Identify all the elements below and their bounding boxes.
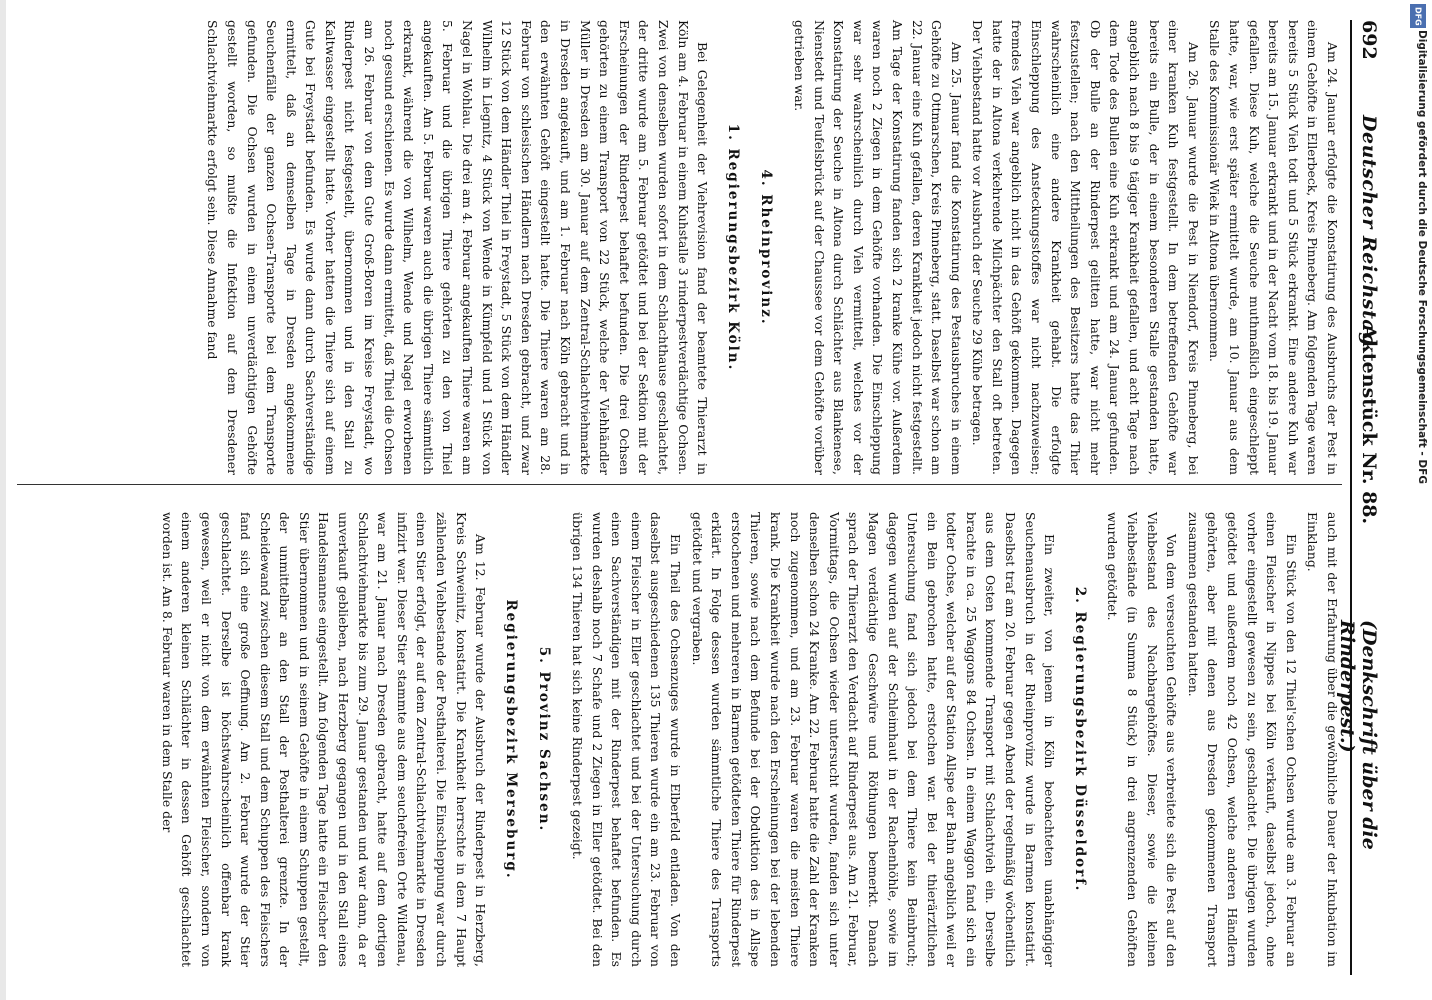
dfg-logo-icon: DFG	[1410, 4, 1426, 28]
paragraph: Ein Stück von den 12 Thiel'schen Ochsen wurde am 3. Februar an einen Fleischer in Nippes bei Köln verkauft, daselbst jedoch, ohne vorher eingestellt gewesen zu sein, geschlachtet. Die übrigen wurden getödtet und außerdem noch 42 Ochsen, welche anderen Händlern gehörten, aber mit denen aus Dresden gekommenen Transport zusammen gestanden hatten.	[1185, 512, 1299, 967]
paragraph: Am 12. Februar wurde der Ausbruch der Rinderpest in Herzberg, Kreis Schweinitz, konstatirt. Die Krankheit herrschte in dem 7 Haupt zählenden Viehbestande der Posthalterei. Die Einschleppung war durch einen Stier erfolgt, der auf dem Zentral-Schlachtviehmarkte in Dresden infizirt war. Dieser Stier stammte aus dem seuchefreien Orte Wildenau, war am 21. Januar nach Dresden gebracht, hatte auf dem dortigen Schlachtviehmarkte bis zum 29. Januar gestanden und war dann, da er unverkauft geblieben, nach Herzberg gegangen und in den Stall eines Handelsmannes eingestellt. Am folgenden Tage hatte ein Fleischer den Stier übernommen und in seinem Gehöfte in einem Schuppen gestellt, der unmittelbar an den Stall der Posthalterei grenzte. In der Scheidewand zwischen diesem Stall und dem Schuppen des Fleischers fand sich eine große Oeffnung. Am 2. Februar wurde der Stier geschlachtet. Derselbe ist höchstwahrscheinlich offenbar krank gewesen, weil er nicht von dem erwähnten Fleischer, sondern von einem anderen kleinen Schlächter in dessen Gehöft geschlachtet worden ist. Am 8. Februar waren in dem Stalle der	[159, 512, 489, 967]
paragraph: Am 26. Januar wurde die Pest in Niendorf, Kreis Pinneberg, bei einer kranken Kuh festgestellt. In dem betreffenden Gehöfte war bereits ein Bulle, der in einem besonderen Stalle gestanden hatte, angeblich nach 8 bis 9 tägiger Krankheit gefallen, und acht Tage nach dem Tode des Bullen eine Kuh erkrankt und am 24. Januar gefunden. Ob der Bulle an der Rinderpest gelitten hatte, war nicht mehr festzustellen; nach den Mittheilungen des Besitzers hatte das Thier wahrscheinlich eine andere Krankheit gehabt. Die erfolgte Einschleppung des Ansteckungsstoffes war nicht nachzuweisen; fremdes Vieh war angeblich nicht in das Gehöft gekommen. Dagegen hatte der in Altona verkehrende Milchpächter den Stall oft betreten. Der Viehbestand hatte vor Ausbruch der Seuche 29 Kühe betragen.	[970, 20, 1201, 475]
section-heading: 5. Provinz Sachsen.	[536, 646, 553, 833]
paragraph: auch mit der Erfahrung über die gewöhnliche Dauer der Inkubation im Einklang.	[1305, 512, 1340, 967]
sub-heading: 2. Regierungsbezirk Düsseldorf.	[1071, 586, 1088, 893]
paragraph: Ein Theil des Ochsenzuges wurde in Elberfeld entladen. Von den daselbst ausgeschiedenen 135 Thieren wurde ein am 23. Februar von einem Fleischer in Eller geschlachtet und bei der Untersuchung durch einen Sachverständigen mit der Rinderpest behaftet befunden. Es wurden deshalb noch 7 Schafe und 2 Ziegen in Eller getödtet. Bei den übrigen 134 Thieren hat sich keine Rinderpest gezeigt.	[570, 512, 683, 967]
digitization-credit	[1406, 30, 1428, 990]
section-heading: 4. Rheinprovinz.	[758, 169, 775, 326]
left-column	[201, 20, 1342, 475]
document-title: (Denkschrift über die Rinderpest.)	[1336, 620, 1380, 850]
page-header	[1336, 20, 1382, 975]
paragraph: Ein zweiter, von jenem in Köln beobachteten unabhängiger Seuchenausbruch in der Rheinprovinz wurde in Barmen konstatirt. Daselbst traf am 20. Februar gegen Abend der regelmäßig wöchentlich aus dem Osten kommende Transport mit Schlachtvieh ein. Derselbe brachte in ca. 25 Waggons 84 Ochsen. In einem Waggon fand sich ein todter Ochse, welcher auf der Station Allspe der Bahn angeblich weil er ein Bein gebrochen hatte, erstochen war. Bei der thierärztlichen Untersuchung fand sich jedoch bei dem Thiere kein Beinbruch; dagegen wurden auf der Schleimhaut in der Rachenhöhle, sowie im Magen verdächtige Geschwüre und Röthungen bemerkt. Danach sprach der Thierarzt den Verdacht auf Rinderpest aus. Am 21. Februar, Vormittags, die Ochsen wieder untersucht wurden, fanden sich unter denselben schon 24 Kranke. Am 22. Februar hatte die Zahl der Kranken noch zugenommen, und am 23. Februar waren die meisten Thiere krank. Die Krankheit wurde nach den Erscheinungen bei der lebenden Thieren, sowie nach dem Befunde bei der Obduktion des in Allspe erstochenen und mehreren in Barmen getödteten Thiere für Rinderpest erklärt. In Folge dessen wurden sämmtliche Thiere des Transports getödtet und vergraben.	[689, 512, 1058, 967]
sub-heading: 1. Regierungsbezirk Köln.	[724, 123, 741, 372]
right-column	[155, 512, 1342, 967]
publication-title: Deutscher Reichstag.	[1358, 115, 1380, 354]
document-number: Aktenstück Nr. 88.	[1358, 325, 1380, 525]
paragraph: Am 25. Januar fand die Konstatirung des Pestausbruches in einem Gehöfte zu Ottmarschen, Kreis Pinneberg, statt. Daselbst war schon am 22. Januar eine Kuh gefallen, deren Krankheit jedoch nicht festgestellt. Am Tage der Konstatirung fanden sich 2 kranke Kühe vor. Außerdem waren noch 2 Ziegen in dem Gehöfte vorhanden. Die Einschleppung war sehr wahrscheinlich durch Vieh vermittelt, welches vor der Konstatirung der Seuche in Altona durch Schlächter aus Blankenese, Nienstedt und Teufelsbrück auf der Chaussee vor dem Gehöfte vorüber getrieben war.	[791, 20, 964, 475]
paragraph: Bei Gelegenheit der Viehrevision fand der beamtete Thierarzt in Köln am 4. Februar in einem Kuhstalle 3 rinderpestverdächtige Ochsen. Zwei von denselben wurden sofort in dem Schlachthause geschlachtet, der dritte wurde am 5. Februar getödtet und bei der Sektion mit der Erscheinungen der Rinderpest behaftet befunden. Die drei Ochsen gehörten zu einem Transport von 22 Stück, welche der Viehhändler Müller in Dresden am 30. Januar auf dem Zentral-Schlachtviehmarkte in Dresden angekauft, und am 1. Februar nach Köln gebracht und in den erwähnten Gehöft eingestellt hatte. Die Thiere waren am 28. Februar von schlesischen Händlern nach Dresden gebracht, und zwar 12 Stück von dem Händler Thiel in Freystadt, 5 Stück von dem Händler Wilhelm in Liegnitz, 4 Stück von Wende in Kümpfeld und 1 Stück von Nagel in Wohlau. Die drei am 4. Februar angekauften Thiere waren am 5. Februar und die übrigen Thiere gehörten zu den von Thiel angekauften. Am 5. Februar waren auch die übrigen Thiere sämmtlich erkrankt, während die von Wilhelm, Wende und Nagel erworbenen noch gesund erschienen. Es wurde dann ermittelt, daß Thiel die Ochsen am 26. Februar von dem Gute Groß-Boren im Kreise Freystadt, wo Rinderpest nicht festgestellt, übernommen und in den Stall zu Kaltwasser eingestellt hatte. Vorher hatten die Thiere sich auf einem Gute bei Freystadt befunden. Es wurde dann durch Sachverständige ermittelt, daß an demselben Tage in Dresden angekommene Seuchenfälle der ganzen Ochsen-Transporte bei dem Transporte gefunden. Die Ochsen wurden in einem unverdächtigen Gehöfte gestellt worden, so mußte die Infektion auf dem Dresdener Schlachtviehmarkte erfolgt sein. Diese Annahme fand	[205, 20, 711, 475]
sub-heading: Regierungsbezirk Merseburg.	[502, 599, 519, 880]
paragraph: Von dem verseuchten Gehöfte aus verbreitete sich die Pest auf den Viehbestand des Nachbargehöftes. Dieser, sowie die kleinen Viehbestände (in Summa 8 Stück) in drei angrenzenden Gehöften wurden getödtet.	[1105, 512, 1180, 967]
credit-text: Digitalisierung gefördert durch die Deutsche Forschungsgemeinschaft - DFG	[1416, 30, 1428, 484]
column-divider	[17, 484, 1342, 485]
paragraph: Am 24. Januar erfolgte die Konstatirung des Ausbruchs der Pest in einem Gehöfte in Ellerbeck, Kreis Pinneberg. Am folgenden Tage waren bereits 5 Stück Vieh todt und 5 Stück erkrankt. Eine andere Kuh war bereits am 15. Januar erkrankt und in der Nacht vom 18. bis 19. Januar gefallen. Diese Kuh, welche die Seuche muthmaßlich eingeschleppt hatte, war, wie erst später ermittelt wurde, am 10. Januar aus dem Stalle des Kommissionär Wiek in Altona übernommen.	[1207, 20, 1340, 475]
page-number: 692	[1358, 20, 1380, 60]
